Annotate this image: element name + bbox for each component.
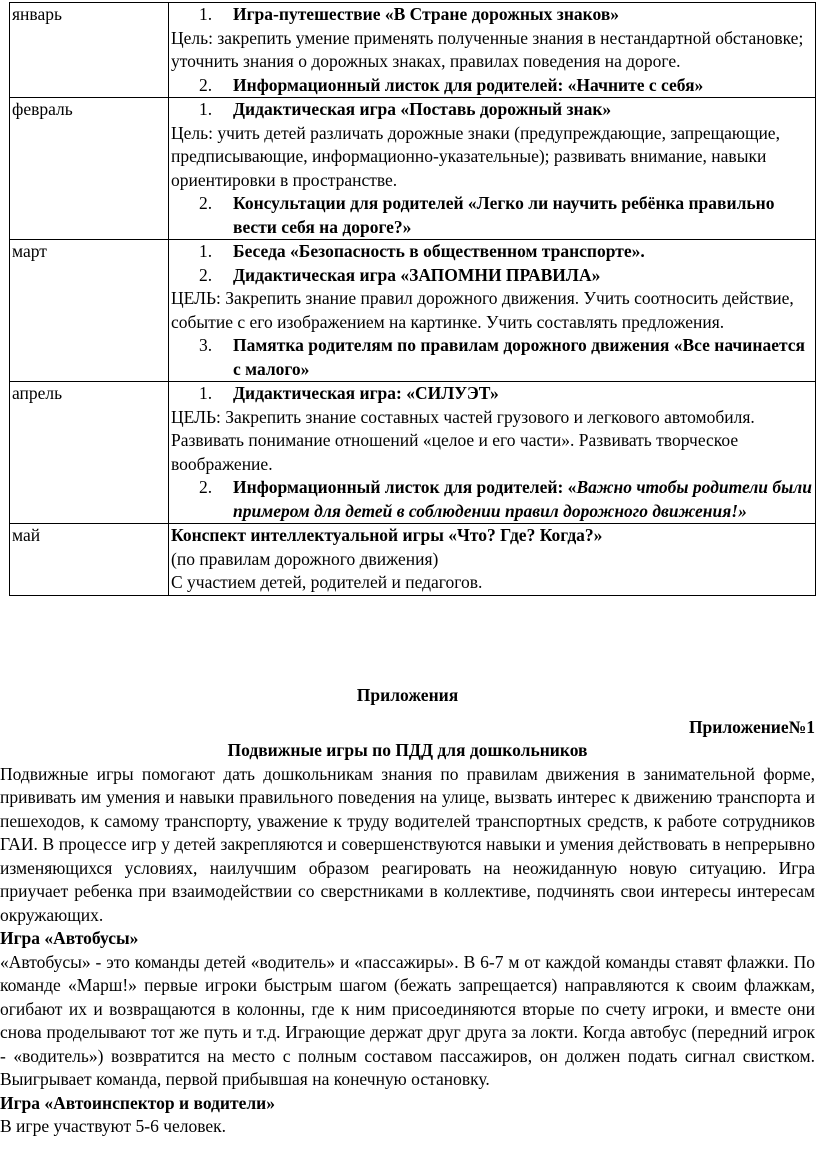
list-item: [171, 98, 815, 122]
table-row: [10, 382, 816, 524]
month-cell: февраль: [10, 98, 169, 240]
list-item: [171, 476, 815, 523]
activity-description: Цель: закрепить умение применять полученные знания в нестандартной обстановке; уточнить знания о дорожных знаках, правилах поведения на дороге.: [171, 27, 804, 71]
list-item: [171, 264, 815, 288]
appendix-section: [0, 684, 815, 1139]
list-item-text: Консультации для родителей «Легко ли научить ребёнка правильно вести себя на дороге?»: [233, 193, 775, 237]
list-item: [171, 192, 815, 239]
table-row: [10, 240, 816, 382]
activities-cell: [169, 240, 816, 382]
appendix-label: Приложение№1: [688, 716, 815, 737]
list-item: [171, 240, 815, 264]
list-item-text: Дидактическая игра «Поставь дорожный знак»: [233, 99, 612, 119]
activity-description: ЦЕЛЬ: Закрепить знание составных частей грузового и легкового автомобиля. Развивать понимание отношений «целое и его части». Развивать творческое воображение.: [171, 406, 755, 474]
list-item-number: 2.: [199, 74, 213, 95]
table-row: [10, 98, 816, 240]
month-cell: март: [10, 240, 169, 382]
list-item-number: 2.: [199, 193, 213, 213]
plan-table: [9, 2, 816, 596]
activity-description: С участием детей, родителей и педагогов.: [171, 572, 483, 592]
activity-list: [171, 240, 815, 287]
appendix-intro: Подвижные игры помогают дать дошкольникам знания по правилам движения в занимательной форме, прививать им умения и навыки правильного поведения на улице, вызвать интерес к движению транспорта и пешеходов, к самому транспорту, уважение к труду водителей транспортных средств, к работе сотрудников ГАИ. В процессе игр у детей закрепляются и совершенствуются навыки и умения действовать в непрерывно изменяющихся условиях, наилучшим образом реагировать на неожиданную новую ситуацию. Игра приучает ребенка при взаимодействии со сверстниками в коллективе, подчинять свои интересы интересам окружающих.: [0, 763, 815, 925]
activity-description: (по правилам дорожного движения): [171, 548, 439, 569]
list-item-italic-text: Важно чтобы родители были примером для детей в соблюдении правил дорожного движения!»: [233, 477, 813, 521]
activity-title: Конспект интеллектуальной игры «Что? Где? Когда?»: [171, 525, 603, 545]
activities-cell: [169, 524, 816, 596]
activity-list: [171, 3, 815, 27]
activity-description: ЦЕЛЬ: Закрепить знание правил дорожного движения. Учить соотносить действие, событие с его изображением на картинке. Учить составлять предложения.: [171, 288, 794, 332]
list-item-number: 2.: [199, 264, 213, 285]
activity-list: [171, 98, 815, 122]
month-cell: апрель: [10, 382, 169, 524]
list-item-text: Беседа «Безопасность в общественном транспорте».: [233, 241, 645, 261]
month-cell: май: [10, 524, 169, 596]
game-autoinspector-title: Игра «Автоинспектор и водители»: [0, 1092, 276, 1113]
table-row: [10, 524, 816, 596]
list-item-text: Информационный листок для родителей: «: [233, 477, 577, 497]
activity-list: [171, 382, 815, 406]
list-item: [171, 3, 815, 27]
activity-list: [171, 74, 815, 98]
activity-list: [171, 476, 815, 523]
table-row: [10, 3, 816, 98]
activities-cell: [169, 98, 816, 240]
list-item-number: 1.: [199, 4, 213, 24]
appendix-title: Подвижные игры по ПДД для дошкольников: [227, 740, 588, 760]
list-item-number: 2.: [199, 477, 213, 497]
list-item: [171, 334, 815, 381]
activity-list: [171, 334, 815, 381]
plan-table-body: [10, 3, 816, 596]
list-item-text: Памятка родителям по правилам дорожного движения «Все начинается с малого»: [233, 335, 806, 379]
list-item-text: Информационный листок для родителей: «Начните с себя»: [233, 74, 704, 95]
month-cell: январь: [10, 3, 169, 98]
activities-cell: [169, 3, 816, 98]
game-autoinspector-text: В игре участвуют 5-6 человек.: [0, 1116, 227, 1136]
game-autobuses-title: Игра «Автобусы»: [0, 928, 139, 948]
appendix-heading: Приложения: [356, 685, 459, 705]
list-item-number: 1.: [199, 241, 213, 261]
activity-list: [171, 192, 815, 239]
list-item-text: Дидактическая игра «ЗАПОМНИ ПРАВИЛА»: [233, 264, 601, 285]
list-item-text: Игра-путешествие «В Стране дорожных знаков»: [233, 4, 620, 24]
game-autobuses-text: «Автобусы» - это команды детей «водитель» и «пассажиры». В 6-7 м от каждой команды ставят флажки. По команде «Марш!» первые игроки быстрым шагом (бежать запрещается) направляются к своим флажкам, огибают их и возвращаются в колонны, где к ним присоединяются вторые по счету игроки, и вместе они снова проделывают тот же путь и т.д. Играющие держат друг друга за локти. Когда автобус (передний игрок - «водитель») возвратится на место с полным составом пассажиров, он должен подать сигнал свистком. Выигрывает команда, первой прибывшая на конечную остановку.: [0, 951, 815, 1089]
list-item-number: 1.: [199, 99, 213, 119]
list-item-number: 1.: [199, 383, 213, 403]
list-item: [171, 382, 815, 406]
activity-description: Цель: учить детей различать дорожные знаки (предупреждающие, запрещающие, предписывающие, информационно-указательные); развивать внимание, навыки ориентировки в пространстве.: [171, 122, 780, 190]
activities-cell: [169, 382, 816, 524]
list-item-text: Дидактическая игра: «СИЛУЭТ»: [233, 383, 499, 403]
list-item: [171, 74, 815, 98]
list-item-number: 3.: [199, 335, 213, 355]
